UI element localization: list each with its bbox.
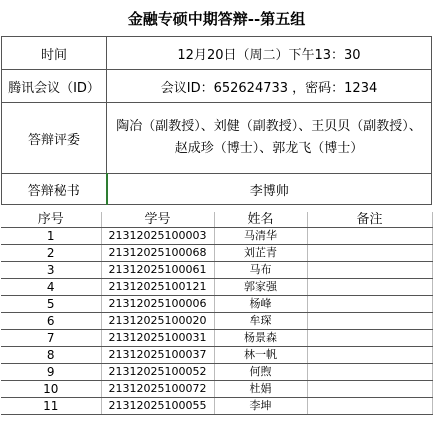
student-table [1,212,433,415]
row-no: 11 [1,398,101,415]
row-name: 李坤 [214,398,307,415]
row-name: 杜娟 [214,381,307,398]
time-row [2,37,432,70]
row-no: 3 [1,262,101,279]
committee-value: 陶冶（副教授）、刘健（副教授）、王贝贝（副教授）、赵成珍（博士）、郭龙飞（博士） [107,103,432,174]
row-note [307,381,432,398]
row-no: 1 [1,228,101,245]
row-no: 10 [1,381,101,398]
table-row [1,381,432,398]
col-header-id: 学号 [101,212,214,228]
row-name: 马布 [214,262,307,279]
row-name: 何煦 [214,364,307,381]
row-id: 21312025100061 [101,262,214,279]
info-table [1,36,432,205]
row-name: 刘芷青 [214,245,307,262]
row-no: 5 [1,296,101,313]
row-no: 4 [1,279,101,296]
table-row [1,364,432,381]
col-header-no: 序号 [1,212,101,228]
secretary-label: 答辩秘书 [2,174,107,205]
row-id: 21312025100003 [101,228,214,245]
table-row [1,313,432,330]
row-id: 21312025100068 [101,245,214,262]
student-table-header [1,212,432,228]
row-name: 杨峰 [214,296,307,313]
committee-row [2,103,432,174]
row-note [307,398,432,415]
row-id: 21312025100006 [101,296,214,313]
table-row [1,398,432,415]
meeting-value: 会议ID：652624733 ，密码：1234 [107,70,432,103]
meeting-label: 腾讯会议（ID） [2,70,107,103]
table-row [1,262,432,279]
row-name: 郭家强 [214,279,307,296]
row-note [307,296,432,313]
table-row [1,330,432,347]
row-note [307,228,432,245]
row-name: 杨景森 [214,330,307,347]
row-note [307,330,432,347]
row-id: 21312025100072 [101,381,214,398]
row-id: 21312025100031 [101,330,214,347]
table-row [1,279,432,296]
col-header-name: 姓名 [214,212,307,228]
row-id: 21312025100052 [101,364,214,381]
row-name: 林一帆 [214,347,307,364]
meeting-row [2,70,432,103]
row-note [307,279,432,296]
row-note [307,364,432,381]
row-no: 7 [1,330,101,347]
sheet-title: 金融专硕中期答辩--第五组 [127,9,306,28]
row-id: 21312025100037 [101,347,214,364]
row-note [307,262,432,279]
row-id: 21312025100055 [101,398,214,415]
table-row [1,245,432,262]
row-no: 9 [1,364,101,381]
table-row [1,347,432,364]
row-name: 马清华 [214,228,307,245]
committee-label: 答辩评委 [2,103,107,174]
table-row [1,228,432,245]
row-no: 2 [1,245,101,262]
secretary-row [2,174,432,205]
row-id: 21312025100020 [101,313,214,330]
row-id: 21312025100121 [101,279,214,296]
time-label: 时间 [2,37,107,70]
row-name: 牟琛 [214,313,307,330]
secretary-value: 李博帅 [107,174,432,205]
row-note [307,347,432,364]
row-note [307,313,432,330]
row-no: 8 [1,347,101,364]
time-value: 12月20日（周二）下午13：30 [107,37,432,70]
row-no: 6 [1,313,101,330]
table-row [1,296,432,313]
row-note [307,245,432,262]
col-header-note: 备注 [307,212,432,228]
